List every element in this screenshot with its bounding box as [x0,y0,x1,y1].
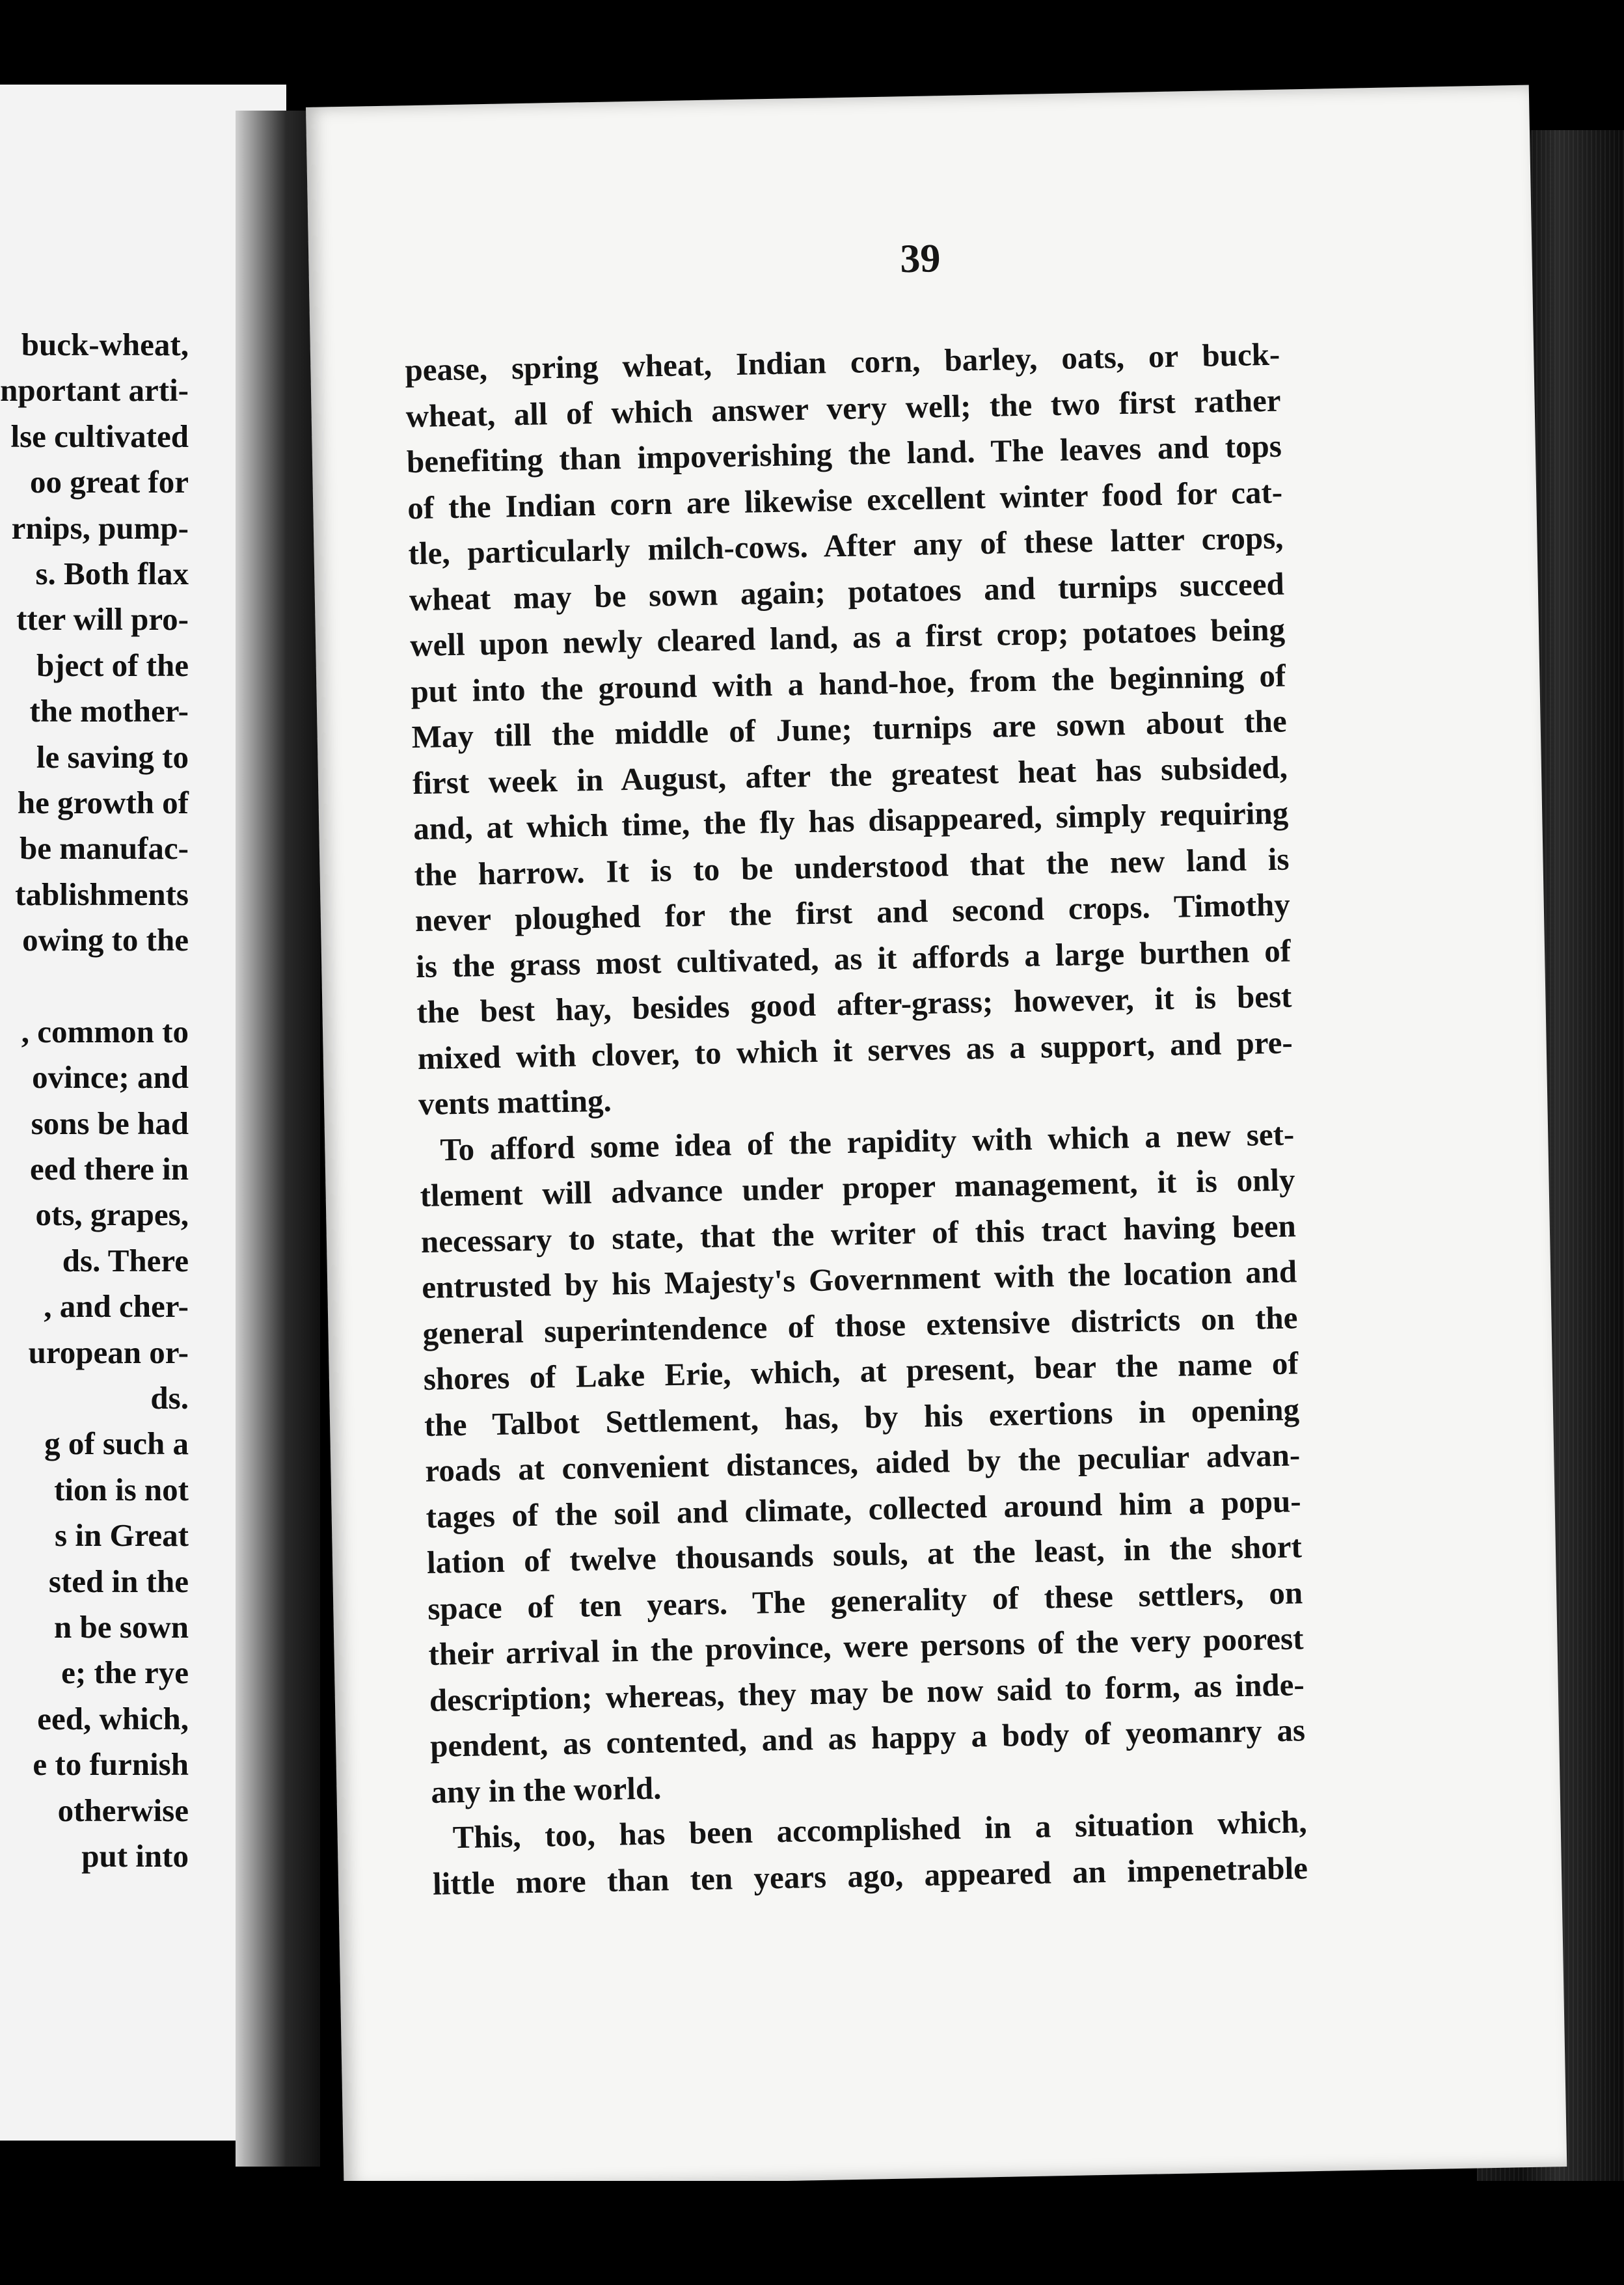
paragraph-end-line: any in the world. [430,1769,662,1810]
paragraph-end-line: vents matting. [418,1082,612,1122]
left-line: e; the rye [61,1655,189,1691]
text-line: general superintendence of those extensive districts on the [422,1299,1298,1351]
text-line: of the Indian corn are likewise excellent winter food for cat- [407,474,1283,526]
left-line: buck-wheat, [21,327,189,362]
left-line [0,963,189,1008]
text-line: mixed with clover, to which it serves as a support, and pre- [417,1023,1293,1076]
left-line: otherwise [57,1792,189,1828]
text-line: is the grass most cultivated, as it affords a large burthen of [415,932,1292,984]
text-line: necessary to state, that the writer of this tract having been [420,1207,1297,1260]
left-line: he growth of [17,784,189,820]
left-line: put into [81,1837,189,1874]
left-line: bject of the [36,647,189,683]
left-line: tter will pro- [16,601,189,638]
left-line: le saving to [36,738,189,775]
text-line: put into the ground with a hand-hoe, from the beginning of [410,657,1286,709]
text-line: wheat may be sown again; potatoes and turnips succeed [409,565,1285,617]
previous-page-text [0,322,189,1879]
text-line: their arrival in the province, were persons of the very poorest [428,1620,1304,1672]
left-line: s. Both flax [35,555,189,591]
text-line: never ploughed for the first and second crops. Timothy [414,886,1291,939]
text-line: well upon newly cleared land, as a first crop; potatoes being [409,611,1286,664]
left-line: oo great for [30,464,189,500]
left-line: owing to the [22,922,189,958]
text-line: the best hay, besides good after-grass; however, it is best [416,978,1292,1031]
text-line: little more than ten years ago, appeared an impenetrable [432,1849,1308,1902]
left-line: g of such a [44,1426,189,1462]
left-line: ots, grapes, [35,1197,189,1233]
left-line: the mother- [29,693,189,729]
left-line: sted in the [48,1563,189,1599]
left-line: nportant arti- [0,372,189,409]
left-line: eed, which, [37,1700,189,1737]
text-line: May till the middle of June; turnips are sown about the [411,703,1288,755]
left-line: n be sown [54,1608,189,1645]
text-line: lation of twelve thousands souls, at the least, in the short [426,1528,1303,1580]
left-line: eed there in [29,1151,189,1187]
left-line: , common to [21,1013,189,1049]
left-line: s in Great [55,1517,189,1554]
text-line: tlement will advance under proper management, it is only [420,1161,1295,1214]
text-line: pease, spring wheat, Indian corn, barley, oats, or buck- [404,336,1280,388]
text-line: benefiting than impoverishing the land. The leaves and tops [406,427,1282,480]
text-line: roads at convenient distances, aided by the peculiar advan- [424,1437,1301,1489]
paragraph-start-line: To afford some idea of the rapidity with which a new set- [439,1115,1295,1167]
text-line: pendent, as contented, and as happy a body of yeomanry as [429,1712,1306,1764]
left-line: be manufac- [20,830,189,867]
left-line: sons be had [31,1105,189,1141]
text-line: the Talbot Settlement, has, by his exertions in opening [424,1390,1300,1443]
text-line: entrusted by his Majesty's Government with the location and [421,1253,1297,1306]
text-line: tages of the soil and climate, collected around him a popu- [426,1482,1302,1535]
left-line: lse cultivated [10,418,189,454]
page-number: 39 [899,236,941,282]
text-line: first week in August, after the greatest heat has subsided, [412,749,1288,801]
text-line: wheat, all of which answer very well; the two first rather [405,382,1281,434]
left-line: , and cher- [44,1288,189,1325]
text-line: and, at which time, the fly has disappeared, simply requiring [413,794,1289,847]
left-line: ds. There [62,1242,189,1278]
left-line: ds. [150,1379,189,1416]
text-line: description; whereas, they may be now said to form, as inde- [429,1666,1305,1718]
left-line: tion is not [54,1471,189,1508]
left-line: tablishments [15,876,189,912]
scan-background [0,2181,1624,2285]
left-line: ovince; and [32,1059,189,1096]
left-line: e to furnish [33,1746,189,1783]
text-line: shores of Lake Erie, which, at present, bear the name of [423,1345,1299,1398]
text-line: space of ten years. The generality of these settlers, on [427,1574,1303,1627]
book-gutter [236,111,320,2167]
page-body [405,332,1308,1907]
left-line: uropean or- [28,1334,189,1370]
left-line: rnips, pump- [11,509,189,546]
text-line: the harrow. It is to be understood that the new land is [414,841,1290,893]
text-line: tle, particularly milch-cows. After any of these latter crops, [408,519,1284,572]
paragraph-start-line: This, too, has been accomplished in a situation which, [452,1804,1308,1856]
current-page [306,85,1567,2189]
